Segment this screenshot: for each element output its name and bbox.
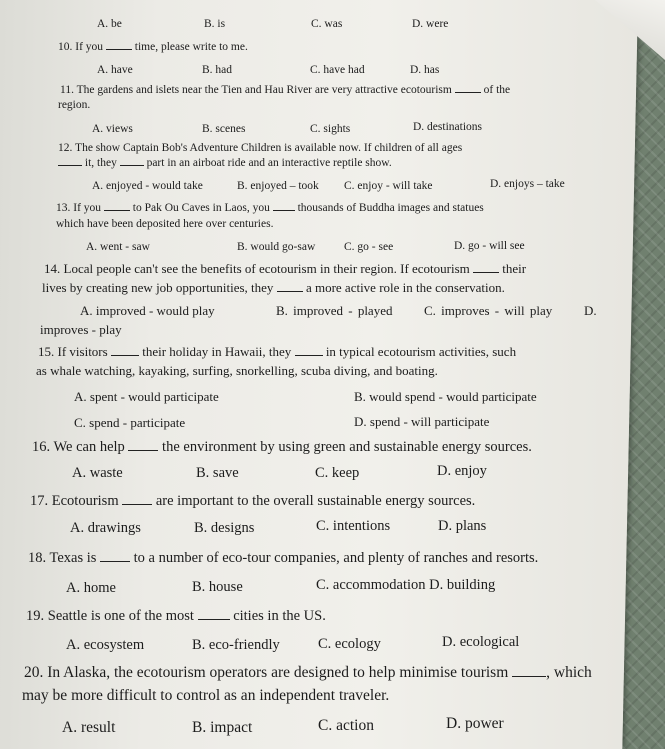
question-11: 11. The gardens and islets near the Tien and Hau River are very attractive ecotourism of the	[60, 84, 511, 96]
answer-blank	[58, 165, 82, 166]
answer-blank	[120, 165, 144, 166]
q14-option-b: B. improved - played	[276, 303, 393, 318]
question-number: 12.	[58, 142, 73, 154]
question-number: 20.	[24, 664, 44, 681]
q17-option-b: B. designs	[194, 520, 255, 536]
q17-option-d: D. plans	[438, 518, 487, 534]
q16-option-b: B. save	[196, 465, 239, 481]
question-15-line2: as whale watching, kayaking, surfing, snorkelling, scuba diving, and boating.	[36, 363, 438, 378]
q10-option-d: D. has	[410, 64, 440, 76]
q18-option-a: A. home	[66, 580, 116, 596]
q13-option-a: A. went - saw	[86, 241, 150, 253]
question-number: 17.	[30, 493, 49, 509]
answer-blank	[104, 210, 130, 211]
q20-option-a: A. result	[62, 719, 116, 736]
q18-option-c: C. accommodation D. building	[316, 577, 496, 593]
q12-option-a: A. enjoyed - would take	[92, 180, 203, 192]
question-20-line2: may be more difficult to control as an independent traveler.	[22, 687, 390, 704]
question-13-line2: which have been deposited here over centuries.	[56, 218, 274, 230]
answer-blank	[473, 272, 499, 273]
question-number: 14.	[44, 261, 61, 276]
q15-option-c: C. spend - participate	[74, 415, 186, 430]
question-number: 18.	[28, 550, 47, 566]
q14-option-d: D.	[584, 303, 597, 318]
q19-option-a: A. ecosystem	[66, 637, 145, 653]
question-11-line2: region.	[58, 99, 91, 111]
question-number: 11.	[60, 84, 74, 96]
q15-option-b: B. would spend - would participate	[354, 389, 537, 404]
answer-blank	[273, 210, 295, 211]
question-18: 18. Texas is to a number of eco-tour companies, and plenty of ranches and resorts.	[28, 550, 539, 566]
q10-option-a: A. have	[97, 64, 133, 76]
answer-blank	[512, 676, 546, 677]
q16-option-d: D. enjoy	[437, 463, 487, 479]
question-14-line2: lives by creating new job opportunities, they a more active role in the conservation.	[42, 280, 505, 295]
q20-option-b: B. impact	[192, 719, 253, 736]
answer-blank	[128, 450, 158, 451]
q13-option-b: B. would go-saw	[237, 241, 316, 253]
question-17: 17. Ecotourism are important to the overall sustainable energy sources.	[30, 493, 476, 509]
q16-option-a: A. waste	[72, 465, 123, 481]
question-16: 16. We can help the environment by using green and sustainable energy sources.	[32, 439, 532, 455]
question-14: 14. Local people can't see the benefits of ecotourism in their region. If ecotourism their	[44, 261, 527, 276]
question-15: 15. If visitors their holiday in Hawaii, they in typical ecotourism activities, such	[38, 344, 517, 359]
question-12-line2: it, they part in an airboat ride and an interactive reptile show.	[58, 157, 392, 169]
answer-blank	[277, 291, 303, 292]
question-number: 15.	[38, 344, 55, 359]
q19-option-b: B. eco-friendly	[192, 637, 280, 653]
question-number: 10.	[58, 41, 73, 53]
question-number: 19.	[26, 608, 45, 624]
q9-option-a: A. be	[97, 18, 122, 30]
question-13: 13. If you to Pak Ou Caves in Laos, you thousands of Buddha images and statues	[56, 202, 484, 214]
q19-option-d: D. ecological	[442, 634, 520, 650]
question-12: 12. The show Captain Bob's Adventure Children is available now. If children of all ages	[58, 142, 463, 154]
q12-option-b: B. enjoyed – took	[237, 180, 319, 192]
q12-option-c: C. enjoy - will take	[344, 180, 433, 192]
q11-option-a: A. views	[92, 123, 133, 135]
answer-blank	[122, 504, 152, 505]
answer-blank	[106, 49, 132, 50]
question-10: 10. If you time, please write to me.	[58, 41, 248, 53]
q16-option-c: C. keep	[315, 465, 360, 481]
q10-option-b: B. had	[202, 64, 233, 76]
answer-blank	[111, 355, 139, 356]
q11-option-b: B. scenes	[202, 123, 246, 135]
q10-option-c: C. have had	[310, 64, 365, 76]
q17-option-a: A. drawings	[70, 520, 141, 536]
q17-option-c: C. intentions	[316, 518, 391, 534]
q19-option-c: C. ecology	[318, 636, 381, 652]
q14-option-c: C. improves - will play	[424, 303, 553, 318]
q20-option-d: D. power	[446, 715, 504, 732]
question-19: 19. Seattle is one of the most cities in the US.	[26, 608, 326, 624]
q20-option-c: C. action	[318, 717, 374, 734]
q15-option-d: D. spend - will participate	[354, 414, 490, 429]
q13-option-c: C. go - see	[344, 241, 394, 253]
q9-option-c: C. was	[311, 18, 343, 30]
q15-option-a: A. spent - would participate	[74, 389, 219, 404]
q14-option-a: A. improved - would play	[80, 303, 215, 318]
q11-option-d: D. destinations	[413, 121, 482, 133]
answer-blank	[100, 561, 130, 562]
q9-option-d: D. were	[412, 18, 449, 30]
q13-option-d: D. go - will see	[454, 240, 525, 252]
q18-option-b: B. house	[192, 579, 243, 595]
question-number: 16.	[32, 439, 51, 455]
q14-option-d-text: improves - play	[40, 322, 122, 337]
answer-blank	[295, 355, 323, 356]
q12-option-d: D. enjoys – take	[490, 178, 565, 190]
q11-option-c: C. sights	[310, 123, 351, 135]
question-20: 20. In Alaska, the ecotourism operators are designed to help minimise tourism , which	[24, 664, 592, 681]
question-number: 13.	[56, 202, 71, 214]
answer-blank	[455, 92, 481, 93]
answer-blank	[198, 619, 230, 620]
q9-option-b: B. is	[204, 18, 226, 30]
